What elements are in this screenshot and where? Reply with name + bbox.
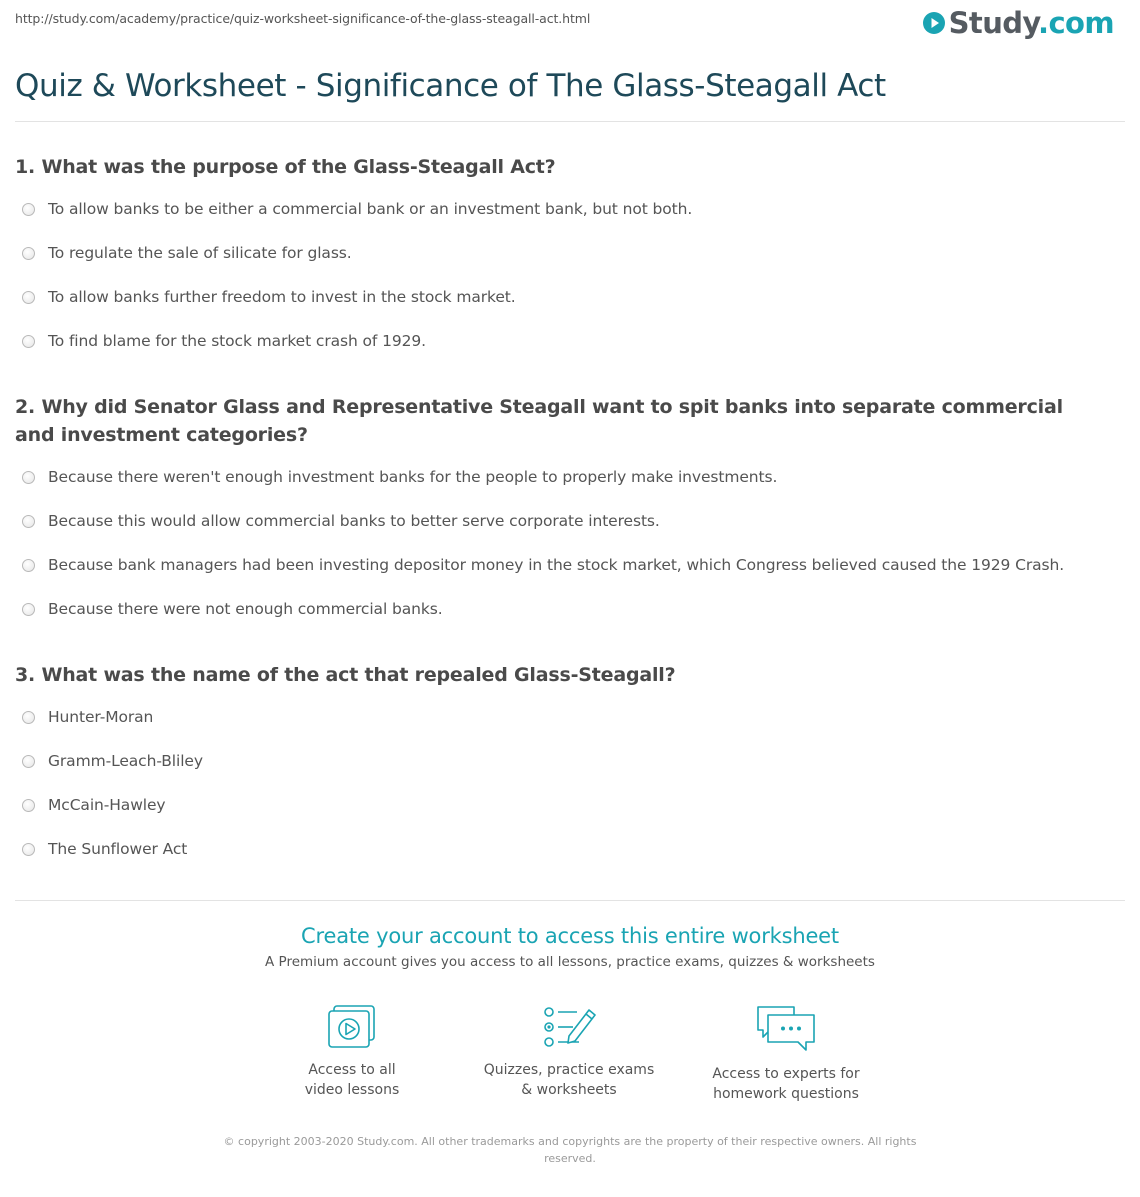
question-1-option-b[interactable] [22,244,352,262]
option-text: Because bank managers had been investing depositor money in the stock market, which Congress believed caused the 1929 Crash. [48,556,1065,574]
logo-name: Study [948,6,1039,40]
question-3-option-a[interactable] [22,708,153,726]
question-1-option-c[interactable] [22,288,516,306]
radio-button[interactable] [22,515,35,528]
chat-bubbles-icon [754,1004,818,1054]
question-3-option-d[interactable] [22,840,187,858]
question-3-option-b[interactable] [22,752,203,770]
option-text: Because there were not enough commercial banks. [48,600,443,618]
option-text: To find blame for the stock market crash of 1929. [48,332,426,350]
feature-label-line: homework questions [713,1086,859,1102]
question-1-option-d[interactable] [22,332,426,350]
radio-button[interactable] [22,247,35,260]
feature-label-line: & worksheets [521,1082,617,1098]
question-1: 1. What was the purpose of the Glass-Steagall Act? [15,156,556,178]
play-circle-icon [922,11,946,35]
question-2-option-a[interactable] [22,468,777,486]
question-1-option-a[interactable] [22,200,692,218]
feature-quizzes [469,1004,669,1100]
feature-label-line: Access to experts for [712,1066,860,1082]
option-text: To allow banks further freedom to invest in the stock market. [48,288,516,306]
feature-label-line: video lessons [304,1082,400,1098]
option-text: McCain-Hawley [48,796,166,814]
feature-label-line: Quizzes, practice exams [483,1062,655,1078]
feature-experts [686,1004,886,1104]
question-2-option-b[interactable] [22,512,660,530]
option-text: Gramm-Leach-Bliley [48,752,203,770]
copyright-footer: © copyright 2003-2020 Study.com. All other trademarks and copyrights are the property of their respective owners. All rights reserved. [223,1135,917,1165]
question-3-option-c[interactable] [22,796,166,814]
option-text: To regulate the sale of silicate for glass. [48,244,352,262]
question-2-option-d[interactable] [22,600,443,618]
radio-button[interactable] [22,711,35,724]
feature-label-line: Access to all [308,1062,396,1078]
feature-video-lessons [252,1004,452,1100]
video-lessons-icon [325,1004,379,1050]
option-text: To allow banks to be either a commercial bank or an investment bank, but not both. [48,200,693,218]
option-text: Hunter-Moran [48,708,154,726]
title-divider [15,121,1125,122]
radio-button[interactable] [22,755,35,768]
radio-button[interactable] [22,843,35,856]
option-text: Because there weren't enough investment banks for the people to properly make investments. [48,468,778,486]
page-title: Quiz & Worksheet - Significance of The Glass-Steagall Act [15,68,886,104]
radio-button[interactable] [22,291,35,304]
cta-subtitle: A Premium account gives you access to all lessons, practice exams, quizzes & worksheets [265,954,875,970]
radio-button[interactable] [22,335,35,348]
option-text: Because this would allow commercial banks to better serve corporate interests. [48,512,660,530]
study-logo[interactable] [922,6,1114,40]
radio-button[interactable] [22,471,35,484]
radio-button[interactable] [22,559,35,572]
page-url: http://study.com/academy/practice/quiz-worksheet-significance-of-the-glass-steagall-act.html [15,11,591,26]
radio-button[interactable] [22,603,35,616]
question-2: 2. Why did Senator Glass and Representative Steagall want to spit banks into separate commercial and investment categories? [15,396,1063,446]
quiz-checklist-icon [539,1004,599,1050]
radio-button[interactable] [22,799,35,812]
question-3: 3. What was the name of the act that repealed Glass-Steagall? [15,664,676,686]
cta-title[interactable]: Create your account to access this entire worksheet [301,924,839,948]
option-text: The Sunflower Act [48,840,188,858]
cta-divider [15,900,1125,901]
radio-button[interactable] [22,203,35,216]
logo-suffix: .com [1038,6,1114,40]
question-2-option-c[interactable] [22,556,1064,574]
